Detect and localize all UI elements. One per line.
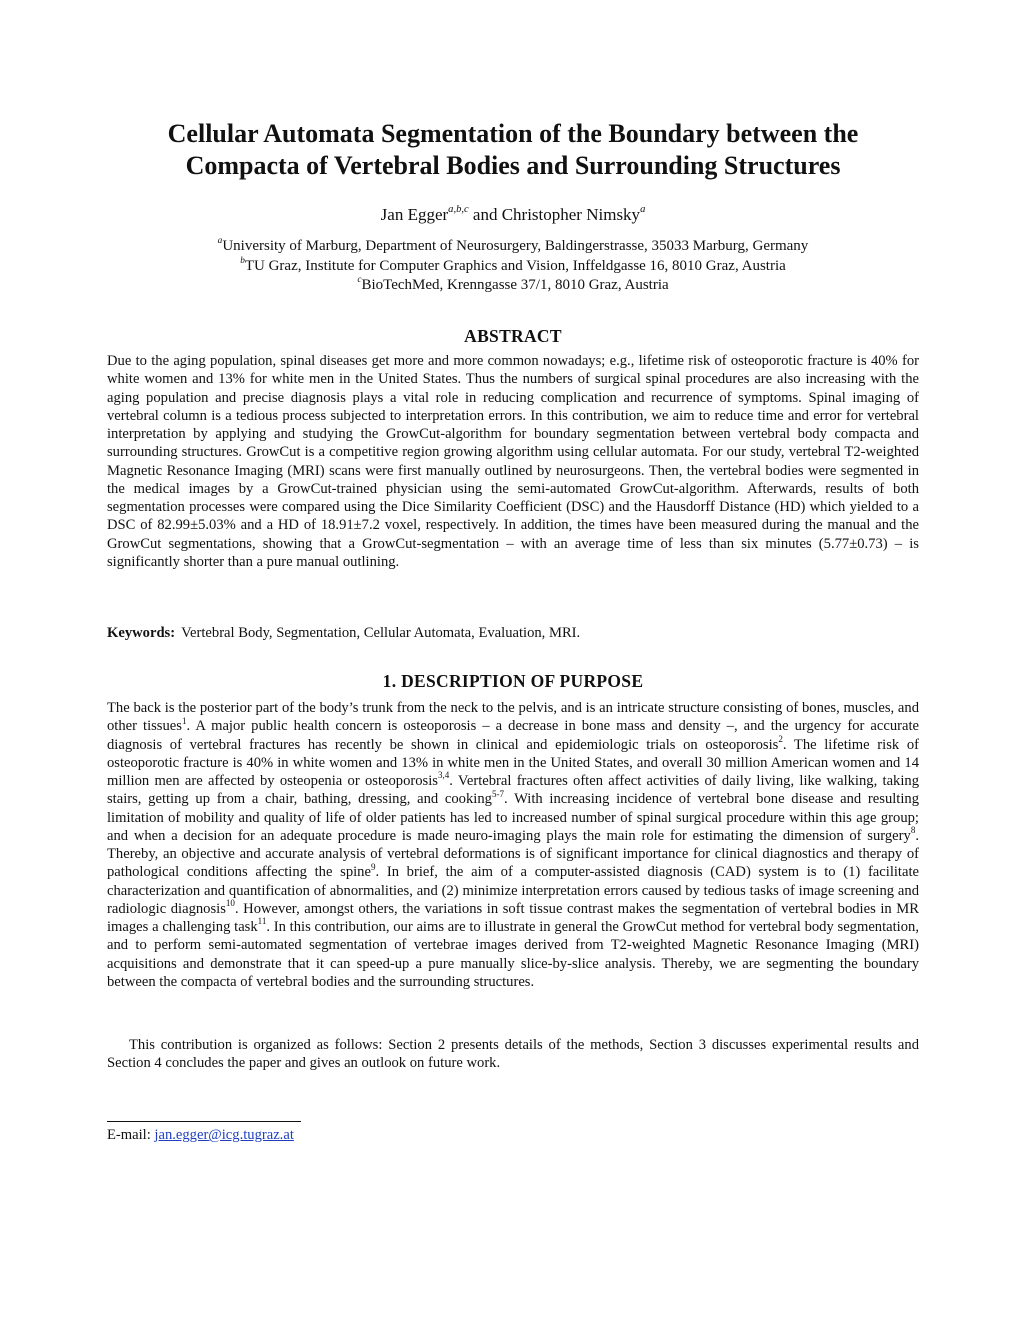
paper-title-line-1: Cellular Automata Segmentation of the Boundary between the xyxy=(167,119,859,148)
paragraph-text-segment: . In this contribution, our aims are to illustrate in general the GrowCut method for vertebral body segmentation, and to perform semi-automated segmentation of vertebrae images derived from T2-weighted Magnetic Resonance Imaging (MRI) acquisitions and demonstrate that it can speed-up a pure manually slice-by-slice analysis. Thereby, we are segmenting the boundary between the compacta of vertebral bodies and the surrounding structures. xyxy=(107,919,919,990)
paragraph-text-segment: . The lifetime risk of osteoporotic fracture is 40% in white women and 13% in white men in the United States, and overall 30 million American women and 14 million men are affected by osteopenia or osteoporosis xyxy=(107,736,919,789)
paragraph-text-segment: . In brief, the aim of a computer-assisted diagnosis (CAD) system is to (1) facilitate characterization and quantification of abnormalities, and (2) minimize interpretation errors caused by tedious tasks of image screening and radiologic diagnosis xyxy=(107,864,919,917)
citation-superscript: 5-7 xyxy=(491,788,504,799)
citation-superscript: 2 xyxy=(778,733,783,744)
footnote-email xyxy=(107,1126,294,1144)
email-link[interactable]: jan.egger@icg.tugraz.at xyxy=(154,1127,294,1143)
footnote-separator xyxy=(107,1121,301,1122)
author-1-affiliation-marks: a,b,c xyxy=(448,204,469,216)
affiliation-c-text: BioTechMed, Krenngasse 37/1, 8010 Graz, Austria xyxy=(361,277,669,293)
affiliation-b xyxy=(107,257,919,277)
citation-superscript: 3,4 xyxy=(437,770,450,781)
affiliations xyxy=(107,237,919,296)
affiliation-a xyxy=(107,237,919,257)
paragraph-text-segment: . Vertebral fractures often affect activities of daily living, like walking, taking stairs, getting up from a chair, bathing, dressing, and cooking xyxy=(107,773,919,808)
author-connector: and xyxy=(468,205,502,224)
paragraph-text-segment: . A major public health concern is osteoporosis – a decrease in bone mass and density –, and the urgency for accurate diagnosis of vertebral fractures has recently be shown in clinical and epidemiologic trials on osteoporosis xyxy=(107,718,919,753)
affiliation-c xyxy=(107,276,919,296)
keywords-text: Vertebral Body, Segmentation, Cellular Automata, Evaluation, MRI. xyxy=(181,625,581,641)
citation-superscript: 9 xyxy=(370,861,376,872)
abstract-heading: ABSTRACT xyxy=(464,326,562,346)
citation-superscript: 8 xyxy=(910,825,916,835)
author-line xyxy=(107,203,919,227)
paper-title xyxy=(107,118,919,182)
affiliation-a-text: University of Marburg, Department of Neurosurgery, Baldingerstrasse, 35033 Marburg, Germany xyxy=(222,238,809,254)
keywords-line xyxy=(107,624,919,642)
affiliation-c-mark: c xyxy=(357,275,362,286)
citation-superscript: 1 xyxy=(181,715,187,726)
paragraph-text-segment: . However, amongst others, the variations in soft tissue contrast makes the segmentation of vertebral bodies in MR images a challenging task xyxy=(107,900,919,935)
affiliation-b-mark: b xyxy=(240,255,245,266)
citation-superscript: 11 xyxy=(257,916,267,927)
affiliation-a-mark: a xyxy=(217,236,223,247)
section-1-heading: 1. DESCRIPTION OF PURPOSE xyxy=(382,671,644,691)
author-2-name: Christopher Nimsky xyxy=(501,205,641,224)
paper-title-line-2: Compacta of Vertebral Bodies and Surrounding Structures xyxy=(185,151,841,180)
author-2-affiliation-marks: a xyxy=(640,204,646,216)
section-1-paragraph-2: This contribution is organized as follows: Section 2 presents details of the methods, Section 3 discusses experimental results and Section 4 concludes the paper and gives an outlook on future work. xyxy=(107,1037,919,1072)
affiliation-b-text: TU Graz, Institute for Computer Graphics and Vision, Inffeldgasse 16, 8010 Graz, Austria xyxy=(244,257,786,274)
citation-superscript: 10 xyxy=(225,898,235,908)
keywords-label: Keywords: xyxy=(107,625,176,641)
paragraph-text-segment: . With increasing incidence of vertebral bone disease and resulting limitation of mobility and quality of life of older patients has led to increased number of spinal surgical procedure within this age group; and when a decision for an adequate procedure is made neuro-imaging plays the main role for estimating the dimension of surgery xyxy=(107,791,919,844)
email-label: E-mail: xyxy=(107,1127,155,1143)
author-1-name: Jan Egger xyxy=(380,205,449,224)
paragraph-text-segment: . Thereby, an objective and accurate analysis of vertebral deformations is of significant importance for clinical diagnostics and therapy of pathological conditions affecting the spine xyxy=(107,827,919,881)
abstract-text: Due to the aging population, spinal diseases get more and more common nowadays; e.g., lifetime risk of osteoporotic fracture is 40% for white women and 13% for white men in the United States. Thus the numbers of surgical spinal procedures are also increasing with the aging population and precise diagnosis plays a vital role in reducing complication and recurrence of symptoms. Spinal imaging of vertebral column is a tedious process subjected to interpretation errors. In this contribution, we aim to reduce time and error for vertebral interpretation by applying and studying the GrowCut-algorithm for boundary segmentation between vertebral body compacta and surrounding structures. GrowCut is a competitive region growing algorithm using cellular automata. For our study, vertebral T2-weighted Magnetic Resonance Imaging (MRI) scans were first manually outlined by neurosurgeons. Then, the vertebral bodies were segmented in the medical images by a GrowCut-trained physician using the semi-automated GrowCut-algorithm. Afterwards, results of both segmentation processes were compared using the Dice Similarity Coefficient (DSC) and the Hausdorff Distance (HD) which yielded to a DSC of 82.99±5.03% and a HD of 18.91±7.2 voxel, respectively. In addition, the times have been measured during the manual and the GrowCut segmentations, showing that a GrowCut-segmentation – with an average time of less than six minutes (5.77±0.73) – is significantly shorter than a pure manual outlining. xyxy=(107,353,919,570)
section-1-paragraph-1 xyxy=(107,699,919,991)
paragraph-text-segment: The back is the posterior part of the body’s trunk from the neck to the pelvis, and is an intricate structure consisting of bones, muscles, and other tissues xyxy=(107,700,919,735)
